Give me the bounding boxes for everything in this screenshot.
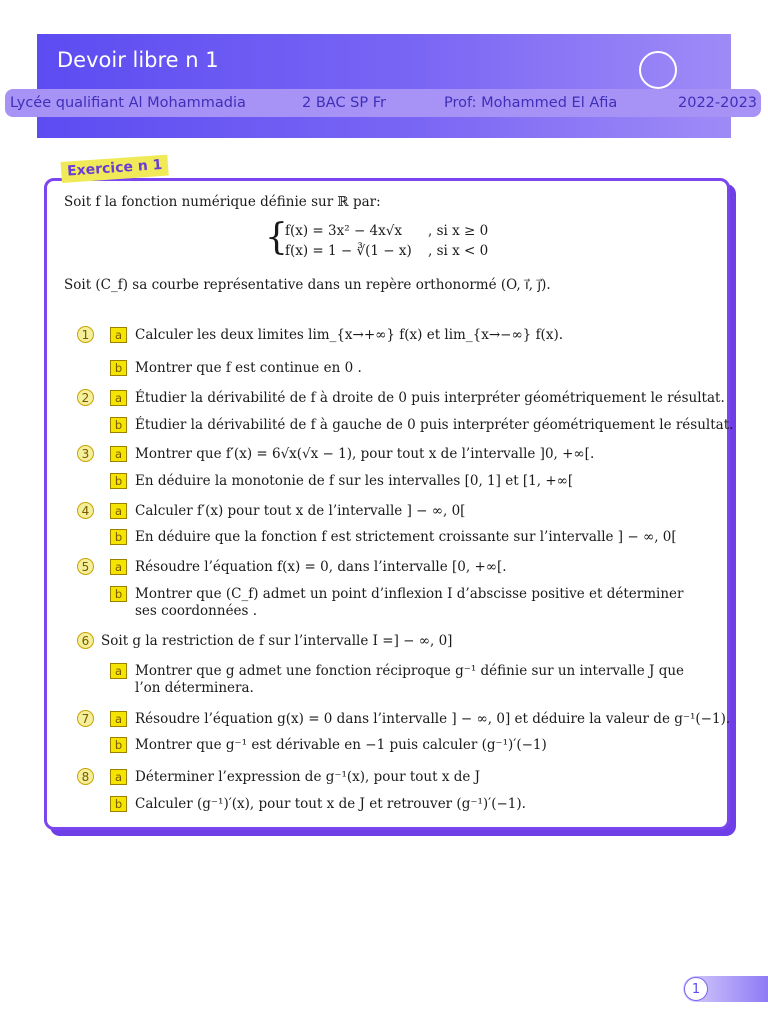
info-bar [5, 89, 761, 117]
part-label: b [110, 737, 127, 753]
question-text: Montrer que g admet une fonction réciproque g⁻¹ définie sur un intervalle J que l’on déterminera. [135, 663, 685, 696]
exercise-tag: Exercice n 1 [61, 155, 170, 183]
part-label: a [110, 446, 127, 462]
part-label: b [110, 417, 127, 433]
question-number: 7 [77, 710, 94, 727]
part-label: a [110, 663, 127, 679]
case2-expression: f(x) = 1 − ∛(1 − x) [285, 243, 412, 259]
question-text: Calculer (g⁻¹)′(x), pour tout x de J et retrouver (g⁻¹)′(−1). [135, 796, 526, 812]
case1-expression: f(x) = 3x² − 4x√x [285, 223, 402, 239]
part-label: a [110, 769, 127, 785]
question-text: Étudier la dérivabilité de f à gauche de 0 puis interpréter géométriquement le résultat. [135, 417, 734, 433]
question-text: Résoudre l’équation f(x) = 0, dans l’intervalle [0, +∞[. [135, 559, 507, 575]
question-text: Étudier la dérivabilité de f à droite de 0 puis interpréter géométriquement le résultat. [135, 390, 725, 406]
school-name: Lycée qualifiant Al Mohammadia [10, 95, 246, 111]
question-text: En déduire la monotonie de f sur les intervalles [0, 1] et [1, +∞[ [135, 473, 574, 489]
page-number: 1 [684, 977, 708, 1001]
part-label: b [110, 473, 127, 489]
curve-statement: Soit (C_f) sa courbe représentative dans un repère orthonormé (O, i⃗, j⃗). [64, 277, 551, 293]
part-label: a [110, 390, 127, 406]
question-number: 6 [77, 632, 94, 649]
question-text: Montrer que (C_f) admet un point d’inflexion I d’abscisse positive et déterminer ses coordonnées . [135, 586, 684, 619]
question-text: Résoudre l’équation g(x) = 0 dans l’intervalle ] − ∞, 0] et déduire la valeur de g⁻¹(−1). [135, 711, 731, 727]
question-text: Déterminer l’expression de g⁻¹(x), pour tout x de J [135, 769, 481, 785]
case1-condition: , si x ≥ 0 [428, 223, 489, 239]
question-text: En déduire que la fonction f est strictement croissante sur l’intervalle ] − ∞, 0[ [135, 529, 677, 545]
question-text: Montrer que f est continue en 0 . [135, 360, 362, 376]
question-text: Calculer les deux limites lim_{x→+∞} f(x) et lim_{x→−∞} f(x). [135, 327, 563, 343]
part-label: a [110, 711, 127, 727]
question-number: 3 [77, 445, 94, 462]
part-label: b [110, 529, 127, 545]
part-label: a [110, 503, 127, 519]
exercise-intro: Soit f la fonction numérique définie sur ℝ par: [64, 194, 381, 210]
part-label: a [110, 559, 127, 575]
part-label: b [110, 796, 127, 812]
question-number: 2 [77, 389, 94, 406]
question-number: 4 [77, 502, 94, 519]
part-label: b [110, 360, 127, 376]
question-number: 5 [77, 558, 94, 575]
question-number: 1 [77, 326, 94, 343]
brace-icon: { [265, 217, 288, 258]
question-text: Montrer que g⁻¹ est dérivable en −1 puis calculer (g⁻¹)′(−1) [135, 737, 547, 753]
question-stem: Soit g la restriction de f sur l’intervalle I =] − ∞, 0] [101, 633, 453, 649]
question-text: Calculer f′(x) pour tout x de l’intervalle ] − ∞, 0[ [135, 503, 466, 519]
circle-ornament-icon [639, 51, 677, 89]
class-name: 2 BAC SP Fr [302, 95, 386, 111]
header-banner [37, 34, 731, 138]
part-label: a [110, 327, 127, 343]
question-text: Montrer que f′(x) = 6√x(√x − 1), pour tout x de l’intervalle ]0, +∞[. [135, 446, 595, 462]
teacher-name: Prof: Mohammed El Afia [444, 95, 618, 111]
question-number: 8 [77, 768, 94, 785]
part-label: b [110, 586, 127, 602]
case2-condition: , si x < 0 [428, 243, 489, 259]
document-title: Devoir libre n 1 [57, 48, 219, 72]
school-year: 2022-2023 [678, 95, 758, 111]
